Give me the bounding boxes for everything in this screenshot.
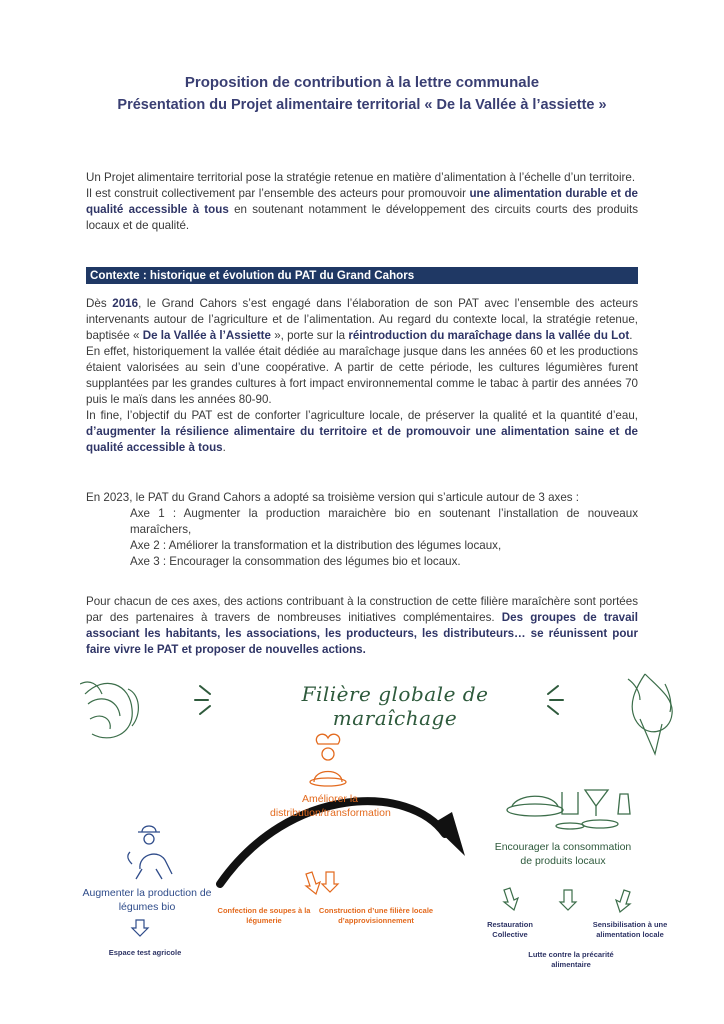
axis1-action: Espace test agricole	[108, 948, 182, 957]
down-arrow-icon	[504, 888, 630, 912]
food-icon	[507, 790, 630, 829]
context-emphasis: 2016	[112, 297, 139, 310]
axis2-label: Améliorer la distribution/transformation	[270, 793, 391, 819]
intro-paragraph-1: Un Projet alimentaire territorial pose la stratégie retenue en matière d’alimentation à l’échelle d’un territoire.	[86, 171, 636, 184]
page-subtitle: Présentation du Projet alimentaire territorial « De la Vallée à l’assiette »	[117, 97, 607, 113]
chef-icon	[310, 734, 346, 786]
down-arrow-icon	[132, 920, 148, 936]
intro-emphasis: une alimentation durable et de qualité accessible à tous	[86, 187, 638, 216]
context-emphasis: De la Vallée à l’Assiette	[142, 329, 271, 342]
context-emphasis: d’augmenter la résilience alimentaire du territoire et de promouvoir une alimentation saine et de qualité accessible à tous	[86, 425, 638, 454]
intro-text: en soutenant notamment le développement des circuits courts des produits locaux et de qualité.	[86, 203, 638, 232]
context-emphasis: réintroduction du maraîchage dans la vallée du Lot	[348, 329, 630, 342]
radish-icon	[628, 674, 672, 754]
axis-item: Axe 2 : Améliorer la transformation et la distribution des légumes locaux,	[130, 539, 502, 552]
intro-block	[86, 170, 638, 234]
infographic	[80, 664, 680, 984]
context-paragraph-2: En effet, historiquement la vallée était dédiée au maraîchage jusque dans les années 60 et les productions étaient valorisées au sein d’une coopérative. A partir de cette période, les cultures légumières furent supplantées par les grandes cultures à fort impact environnemental comme le tabac à partir des années 70 puis le maïs dans les années 80-90.	[86, 345, 638, 406]
context-text: », porte sur la	[270, 329, 349, 342]
axis2-action-1: Confection de soupes à la légumerie	[217, 906, 311, 925]
actions-text: Pour chacun de ces axes, des actions contribuant à la construction de cette filière maraîchère sont portées par des partenaires à travers de nombreuses initiatives complémentaires.	[86, 595, 638, 624]
axes-intro: En 2023, le PAT du Grand Cahors a adopté sa troisième version qui s’articule autour de 3 axes :	[86, 491, 580, 504]
actions-block	[86, 594, 638, 658]
axis3-label: Encourager la consommation de produits locaux	[494, 841, 632, 867]
context-block	[86, 296, 638, 456]
context-paragraph-3	[86, 408, 638, 456]
axis-item: Axe 3 : Encourager la consommation des légumes bio et locaux.	[130, 555, 461, 568]
arrow-head	[432, 812, 465, 856]
axes-list	[86, 506, 638, 570]
section-heading: Contexte : historique et évolution du PAT du Grand Cahors	[86, 267, 638, 284]
actions-paragraph	[86, 594, 638, 658]
context-text: .	[222, 441, 226, 454]
context-paragraph-1	[86, 296, 638, 344]
cabbage-icon	[80, 682, 138, 738]
farmer-icon	[128, 826, 172, 879]
context-text: Dès	[86, 297, 113, 310]
infographic-heading: Filière globale de maraîchage	[301, 682, 489, 730]
axis3-action-2: Sensibilisation à une alimentation locale	[592, 920, 668, 939]
axis3-action-1: Restauration Collective	[487, 920, 533, 939]
axis-item: Axe 1 : Augmenter la production maraichère bio en soutenant l’installation de nouveaux maraîchers,	[130, 507, 638, 536]
actions-emphasis: Des groupes de travail associant les habitants, les associations, les producteurs, les distributeurs… se réunissent pour faire vivre le PAT et proposer de nouvelles actions.	[86, 611, 638, 656]
down-arrow-icon	[306, 872, 338, 894]
axes-block	[86, 490, 638, 570]
axis2-action-2: Construction d’une filière locale d’approvisionnement	[318, 906, 434, 925]
axis1-label: Augmenter la production de légumes bio	[82, 887, 212, 913]
context-text: In fine, l’objectif du PAT est de conforter l’agriculture locale, de préserver la qualité et la quantité d’eau,	[86, 409, 638, 422]
axis3-action-3: Lutte contre la précarité alimentaire	[528, 950, 614, 969]
context-text: , le Grand Cahors s’est engagé dans l’élaboration de son PAT avec l’ensemble des acteurs intervenants autour de l’agriculture et de l’alimentation. Au regard du contexte local, la stratégie retenue, baptisée «	[86, 297, 638, 342]
context-text: .	[629, 329, 633, 342]
intro-text: Il est construit collectivement par l’ensemble des acteurs pour promouvoir	[86, 187, 470, 200]
intro-paragraph-2	[86, 186, 638, 234]
page-title: Proposition de contribution à la lettre communale	[184, 74, 540, 91]
